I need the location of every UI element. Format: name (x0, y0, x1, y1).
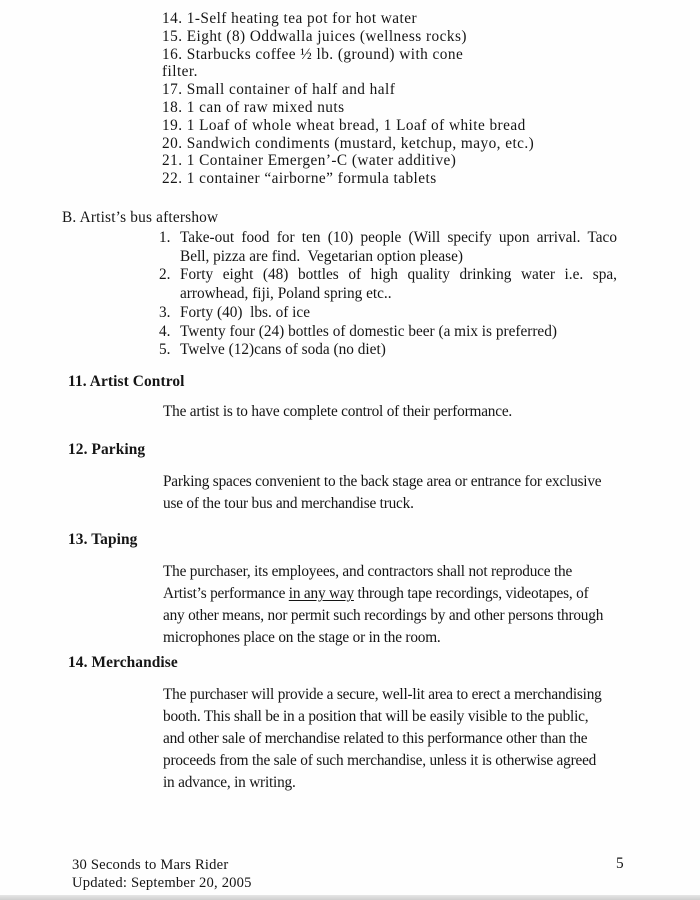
section-11-heading: 11. Artist Control (68, 373, 185, 390)
b-list-item-4 (159, 323, 619, 342)
item-line: Forty (40) lbs. of ice (180, 303, 311, 321)
item-line: Take-out food for ten (10) people (Will specify upon arrival. Taco (180, 229, 617, 246)
list-line-17: 17. Small container of half and half (162, 81, 396, 99)
section-12-paragraph (163, 471, 601, 515)
paragraph-line: microphones place on the stage or in the room. (163, 629, 441, 646)
item-line: Twenty four (24) bottles of domestic beer (a mix is preferred) (180, 322, 557, 340)
paragraph-line: booth. This shall be in a position that will be easily visible to the public, (163, 708, 589, 725)
list-line-21: 21. 1 Container Emergen’-C (water additive) (162, 152, 457, 170)
list-line-19: 19. 1 Loaf of whole wheat bread, 1 Loaf of white bread (162, 116, 526, 134)
item-text (180, 229, 617, 266)
item-number: 3. (159, 303, 171, 321)
section-14-heading: 14. Merchandise (68, 654, 178, 671)
item-number: 1. (159, 229, 171, 246)
item-line: Bell, pizza are find. Vegetarian option please) (180, 247, 464, 265)
item-text (180, 323, 617, 342)
list-line-22: 22. 1 container “airborne” formula tablets (162, 170, 437, 188)
page-footer (72, 857, 252, 892)
scan-bottom-edge (0, 895, 700, 900)
section-12-heading: 12. Parking (68, 441, 146, 458)
list-line-18: 18. 1 can of raw mixed nuts (162, 98, 345, 116)
b-list-item-1 (159, 229, 619, 266)
paragraph-line: proceeds from the sale of such merchandise, unless it is otherwise agreed (163, 752, 597, 769)
item-line: arrowhead, fiji, Poland spring etc.. (180, 285, 392, 303)
list-line-16-wrap: filter. (162, 63, 198, 81)
section-13-heading: 13. Taping (68, 531, 138, 548)
paragraph-line: The purchaser will provide a secure, well-lit area to erect a merchandising (163, 686, 602, 703)
list-line-20: 20. Sandwich condiments (mustard, ketchup, mayo, etc.) (162, 134, 535, 152)
b-list-item-5 (159, 341, 619, 360)
item-number: 4. (159, 322, 171, 340)
list-line-15: 15. Eight (8) Oddwalla juices (wellness rocks) (162, 27, 467, 45)
line-segment: Artist’s performance (163, 585, 289, 602)
item-line: Twelve (12)cans of soda (no diet) (180, 341, 386, 359)
section-14-paragraph (163, 684, 602, 794)
section-b-list (159, 229, 619, 360)
b-list-item-2 (159, 266, 619, 303)
footer-document-title: 30 Seconds to Mars Rider (72, 857, 229, 873)
item-text (180, 341, 617, 360)
section-11-paragraph (163, 401, 512, 423)
paragraph-line: any other means, nor permit such recordings by and other persons through (163, 607, 604, 624)
paragraph-line: use of the tour bus and merchandise truck. (163, 495, 414, 512)
paragraph-line: and other sale of merchandise related to this performance other than the (163, 730, 588, 747)
item-number: 5. (159, 341, 171, 359)
item-line: Forty eight (48) bottles of high quality drinking water i.e. spa, (180, 266, 617, 284)
item-text (180, 304, 617, 323)
list-line-14: 14. 1-Self heating tea pot for hot water (162, 10, 418, 27)
list-line-16: 16. Starbucks coffee ½ lb. (ground) with cone (162, 45, 464, 63)
paragraph-line: The purchaser, its employees, and contractors shall not reproduce the (163, 563, 573, 580)
line-segment: through tape recordings, videotapes, of (353, 585, 589, 602)
paragraph-line (163, 583, 603, 605)
item-number: 2. (159, 266, 171, 284)
underlined-phrase: in any way (288, 585, 354, 602)
section-13-paragraph (163, 561, 603, 649)
section-b-heading: B. Artist’s bus aftershow (62, 209, 219, 226)
hospitality-list (162, 10, 534, 188)
footer-updated-date: Updated: September 20, 2005 (72, 874, 252, 891)
b-list-item-3 (159, 304, 619, 323)
paragraph-line: in advance, in writing. (163, 774, 296, 791)
page-number: 5 (616, 855, 624, 872)
item-text (180, 266, 617, 303)
paragraph-line: Parking spaces convenient to the back stage area or entrance for exclusive (163, 473, 602, 490)
paragraph-line: The artist is to have complete control of their performance. (163, 403, 513, 420)
